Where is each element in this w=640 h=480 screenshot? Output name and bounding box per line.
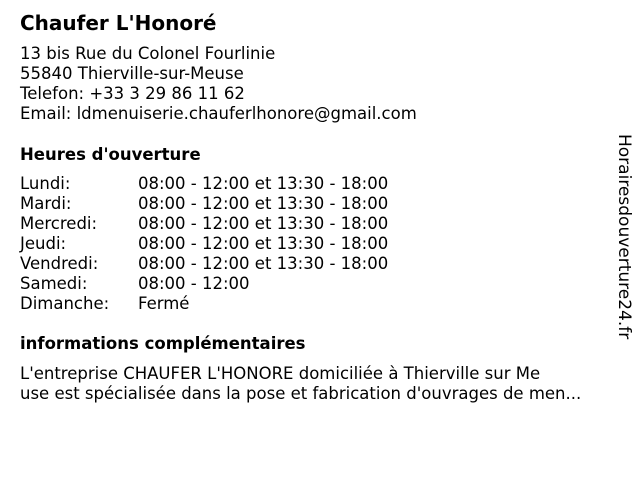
opening-hours-heading: Heures d'ouverture — [20, 145, 201, 164]
day-label: Vendredi: — [20, 254, 99, 273]
additional-info-heading: informations complémentaires — [20, 334, 306, 353]
day-label: Lundi: — [20, 174, 71, 193]
day-label: Mardi: — [20, 194, 72, 213]
description-line: use est spécialisée dans la pose et fabrication d'ouvrages de men... — [20, 384, 582, 403]
day-label: Dimanche: — [20, 294, 110, 313]
address-city: 55840 Thierville-sur-Meuse — [20, 64, 244, 83]
time-range: 08:00 - 12:00 — [138, 274, 250, 293]
day-label: Jeudi: — [20, 234, 67, 253]
business-description — [20, 364, 620, 404]
email-address: Email: ldmenuiserie.chauferlhonore@gmail.com — [20, 104, 417, 123]
address-block — [20, 44, 417, 124]
time-range: 08:00 - 12:00 et 13:30 - 18:00 — [138, 194, 389, 213]
time-range: 08:00 - 12:00 et 13:30 - 18:00 — [138, 254, 389, 273]
time-range: 08:00 - 12:00 et 13:30 - 18:00 — [138, 214, 389, 233]
business-name: Chaufer L'Honoré — [20, 11, 217, 35]
day-label: Samedi: — [20, 274, 88, 293]
day-label: Mercredi: — [20, 214, 98, 233]
address-street: 13 bis Rue du Colonel Fourlinie — [20, 44, 276, 63]
site-watermark: Horairesdouverture24.fr — [614, 134, 634, 340]
time-range: 08:00 - 12:00 et 13:30 - 18:00 — [138, 234, 389, 253]
time-range: Fermé — [138, 294, 190, 313]
description-line: L'entreprise CHAUFER L'HONORE domiciliée à Thierville sur Me — [20, 364, 541, 383]
phone-number: Telefon: +33 3 29 86 11 62 — [20, 84, 245, 103]
time-range: 08:00 - 12:00 et 13:30 - 18:00 — [138, 174, 389, 193]
